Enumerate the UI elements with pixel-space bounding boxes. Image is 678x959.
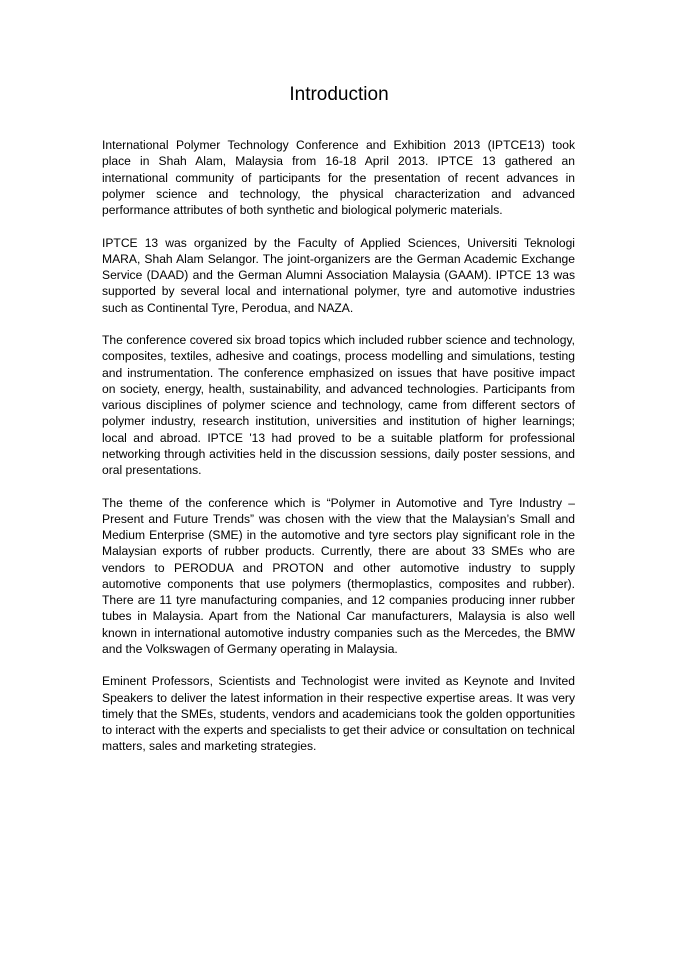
body-text: [102, 137, 575, 771]
paragraph: IPTCE 13 was organized by the Faculty of Applied Sciences, Universiti Teknologi MARA, Shah Alam Selangor. The joint-organizers are the German Academic Exchange Service (DAAD) and the German Alumni Association Malaysia (GAAM). IPTCE 13 was supported by several local and international polymer, tyre and automotive industries such as Continental Tyre, Perodua, and NAZA.: [102, 235, 575, 315]
paragraph: The theme of the conference which is “Polymer in Automotive and Tyre Industry – Present and Future Trends” was chosen with the view that the Malaysian’s Small and Medium Enterprise (SME) in the automotive and tyre sectors play significant role in the Malaysian exports of rubber products. Currently, there are about 33 SMEs who are vendors to PERODUA and PROTON and other automotive industry to supply automotive components that use polymers (thermoplastics, composites and rubber). There are 11 tyre manufacturing companies, and 12 companies producing inner rubber tubes in Malaysia. Apart from the National Car manufacturers, Malaysia is also well known in international automotive industry companies such as the Mercedes, the BMW and the Volkswagen of Germany operating in Malaysia.: [102, 495, 575, 656]
paragraph: Eminent Professors, Scientists and Technologist were invited as Keynote and Invited Speakers to deliver the latest information in their respective expertise areas. It was very timely that the SMEs, students, vendors and academicians took the golden opportunities to interact with the experts and specialists to get their advice or consultation on technical matters, sales and marketing strategies.: [102, 674, 575, 754]
page-title: Introduction: [289, 84, 389, 105]
paragraph: The conference covered six broad topics which included rubber science and technology, composites, textiles, adhesive and coatings, process modelling and simulations, testing and instrumentation. The conference emphasized on issues that have positive impact on society, energy, health, sustainability, and advanced technologies. Participants from various disciplines of polymer science and technology, came from different sectors of polymer industry, research institution, universities and institution of higher learnings; local and abroad. IPTCE '13 had proved to be a suitable platform for professional networking through activities held in the discussion sessions, daily poster sessions, and oral presentations.: [102, 333, 575, 477]
paragraph: International Polymer Technology Conference and Exhibition 2013 (IPTCE13) took place in Shah Alam, Malaysia from 16-18 April 2013. IPTCE 13 gathered an international community of participants for the presentation of recent advances in polymer science and technology, the physical characterization and advanced performance attributes of both synthetic and biological polymeric materials.: [102, 138, 575, 217]
